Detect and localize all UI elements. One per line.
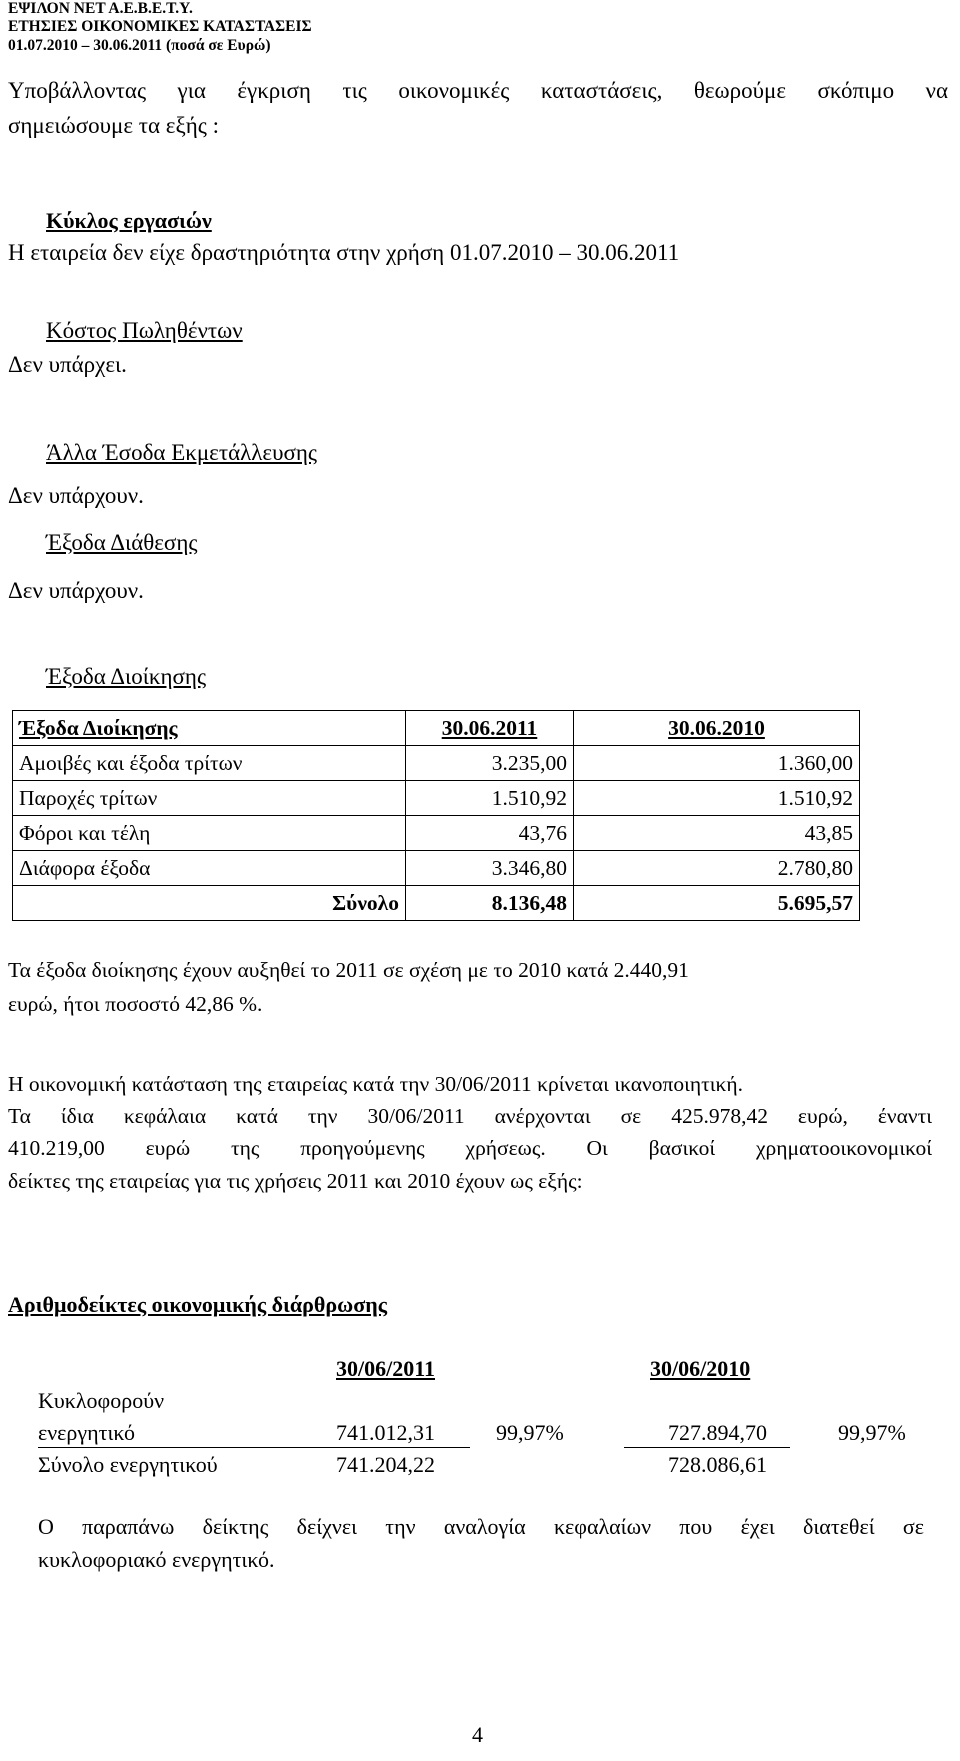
page-number: 4	[472, 1722, 483, 1747]
ratios-note-line-1: Ο παραπάνω δείκτης δείχνει την αναλογία κεφαλαίων που έχει διατεθεί σε	[38, 1514, 924, 1539]
table-cell: 1.510,92	[574, 781, 860, 816]
table-header-cell: Έξοδα Διοίκησης	[13, 711, 406, 746]
current-assets-2010: 727.894,70	[668, 1420, 767, 1445]
admin-expenses-note-line-1: Τα έξοδα διοίκησης έχουν αυξηθεί το 2011 σε σχέση με το 2010 κατά 2.440,91	[8, 958, 689, 982]
table-total-label: Σύνολο	[13, 886, 406, 921]
current-assets-2011: 741.012,31	[336, 1420, 435, 1445]
table-cell: 43,76	[406, 816, 574, 851]
document-period: 01.07.2010 – 30.06.2011 (ποσά σε Ευρώ)	[8, 37, 271, 54]
other-income-heading: Άλλα Έσοδα Εκμετάλλευσης	[46, 440, 318, 465]
cost-of-sales-heading: Κόστος Πωληθέντων	[46, 318, 243, 343]
table-cell: 1.510,92	[406, 781, 574, 816]
table-header-row	[13, 711, 860, 746]
company-name: ΕΨΙΛΟΝ ΝΕΤ Α.Ε.Β.Ε.Τ.Υ.	[8, 0, 193, 17]
cost-of-sales-text: Δεν υπάρχει.	[8, 352, 127, 377]
table-cell: Διάφορα έξοδα	[13, 851, 406, 886]
other-income-text: Δεν υπάρχουν.	[8, 483, 144, 508]
turnover-text: Η εταιρεία δεν είχε δραστηριότητα στην χρήση 01.07.2010 – 30.06.2011	[8, 240, 680, 265]
current-assets-label-line-2: ενεργητικό	[38, 1420, 135, 1445]
summary-line-1: Η οικονομική κατάσταση της εταιρείας κατά την 30/06/2011 κρίνεται ικανοποιητική.	[8, 1072, 744, 1096]
table-cell: 3.235,00	[406, 746, 574, 781]
table-row	[13, 781, 860, 816]
table-header-cell: 30.06.2010	[574, 711, 860, 746]
admin-expenses-table	[12, 710, 860, 921]
table-cell: 43,85	[574, 816, 860, 851]
total-assets-label: Σύνολο ενεργητικού	[38, 1452, 218, 1477]
current-assets-pct-2010: 99,97%	[838, 1420, 906, 1445]
table-row	[13, 816, 860, 851]
admin-expenses-note-line-2: ευρώ, ήτοι ποσοστό 42,86 %.	[8, 992, 263, 1016]
intro-line-1: Υποβάλλοντας για έγκριση τις οικονομικές καταστάσεις, θεωρούμε σκόπιμο να	[8, 78, 948, 103]
current-assets-underline-2011	[38, 1447, 470, 1448]
table-cell: Φόροι και τέλη	[13, 816, 406, 851]
current-assets-label-line-1: Κυκλοφορούν	[38, 1388, 165, 1413]
summary-line-4: δείκτες της εταιρείας για τις χρήσεις 2011 και 2010 έχουν ως εξής:	[8, 1169, 583, 1193]
turnover-heading: Κύκλος εργασιών	[46, 208, 212, 233]
table-cell: Αμοιβές και έξοδα τρίτων	[13, 746, 406, 781]
table-total-cell: 5.695,57	[574, 886, 860, 921]
summary-line-3: 410.219,00 ευρώ της προηγούμενης χρήσεως. Οι βασικοί χρηματοοικονομικοί	[8, 1136, 932, 1160]
table-total-cell: 8.136,48	[406, 886, 574, 921]
total-assets-2011: 741.204,22	[336, 1452, 435, 1477]
distribution-expenses-text: Δεν υπάρχουν.	[8, 578, 144, 603]
ratios-note-line-2: κυκλοφοριακό ενεργητικό.	[38, 1547, 275, 1572]
table-cell: 2.780,80	[574, 851, 860, 886]
table-row	[13, 746, 860, 781]
ratios-col-2010: 30/06/2010	[650, 1356, 751, 1381]
summary-line-2: Τα ίδια κεφάλαια κατά την 30/06/2011 ανέρχονται σε 425.978,42 ευρώ, έναντι	[8, 1104, 932, 1128]
table-cell: 1.360,00	[574, 746, 860, 781]
admin-expenses-heading: Έξοδα Διοίκησης	[46, 664, 207, 689]
table-row	[13, 851, 860, 886]
total-assets-2010: 728.086,61	[668, 1452, 767, 1477]
current-assets-pct-2011: 99,97%	[496, 1420, 564, 1445]
document-title: ΕΤΗΣΙΕΣ ΟΙΚΟΝΟΜΙΚΕΣ ΚΑΤΑΣΤΑΣΕΙΣ	[8, 18, 312, 35]
table-cell: 3.346,80	[406, 851, 574, 886]
ratios-heading: Αριθμοδείκτες οικονομικής διάρθρωσης	[8, 1292, 387, 1317]
table-header-cell: 30.06.2011	[406, 711, 574, 746]
table-total-row	[13, 886, 860, 921]
intro-line-2: σημειώσουμε τα εξής :	[8, 113, 219, 138]
table-cell: Παροχές τρίτων	[13, 781, 406, 816]
current-assets-underline-2010	[624, 1447, 790, 1448]
distribution-expenses-heading: Έξοδα Διάθεσης	[46, 530, 198, 555]
ratios-col-2011: 30/06/2011	[336, 1356, 436, 1381]
